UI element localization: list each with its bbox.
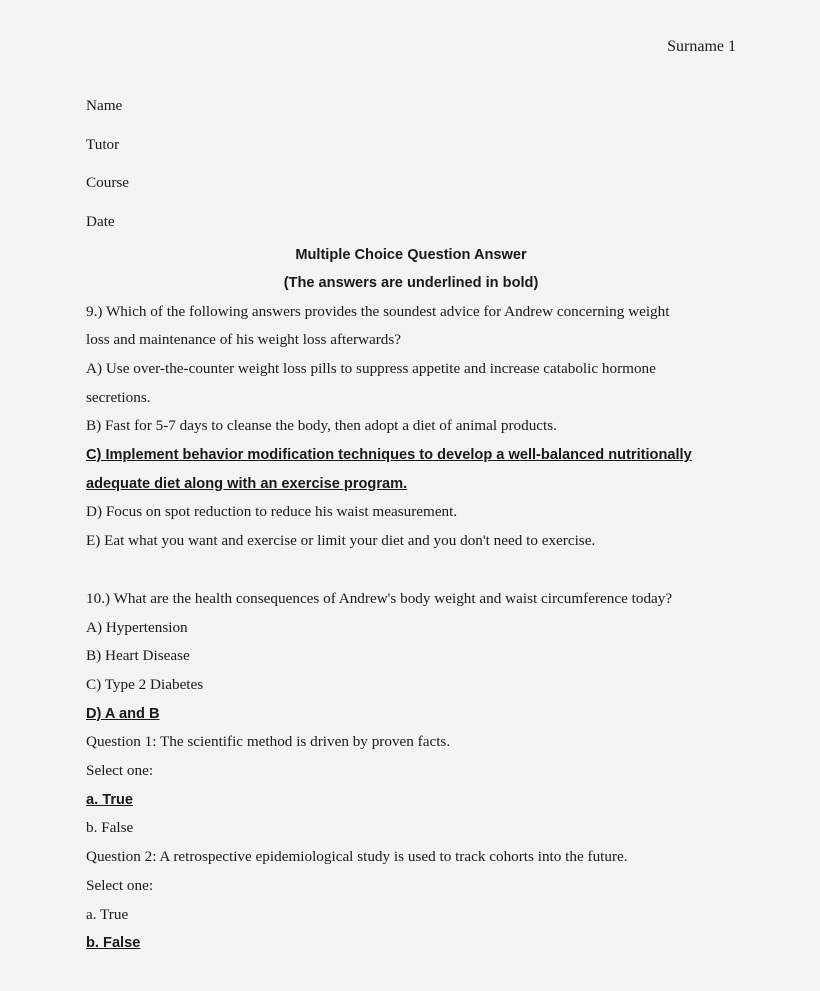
q9-option-a-line-1: A) Use over-the-counter weight loss pills to suppress appetite and increase catabolic hormone — [86, 359, 656, 377]
document-title: Multiple Choice Question Answer — [295, 246, 527, 263]
question1-option-b: b. False — [86, 819, 134, 837]
q10-option-d-correct: D) A and B — [86, 705, 160, 722]
question-2 — [86, 843, 736, 958]
tutor-line: Tutor — [86, 135, 120, 153]
question1-text: Question 1: The scientific method is driven by proven facts. — [86, 733, 451, 751]
q10-option-b: B) Heart Disease — [86, 647, 190, 665]
q10-question: 10.) What are the health consequences of Andrew's body weight and waist circumference today? — [86, 589, 673, 607]
course-line: Course — [86, 174, 130, 191]
question2-select-prompt: Select one: — [86, 876, 154, 894]
q9-option-c-correct-line-2: adequate diet along with an exercise program. — [86, 475, 408, 492]
paragraph-gap — [86, 556, 736, 585]
question-9 — [86, 298, 736, 556]
question1-option-a-correct: a. True — [86, 791, 134, 808]
q9-option-e: E) Eat what you want and exercise or limit your diet and you don't need to exercise. — [86, 532, 596, 550]
q10-option-a: A) Hypertension — [86, 618, 188, 636]
question2-text: Question 2: A retrospective epidemiological study is used to track cohorts into the future. — [86, 848, 628, 866]
q9-option-a-line-2: secretions. — [86, 388, 151, 406]
q9-question-line-2: loss and maintenance of his weight loss afterwards? — [86, 331, 402, 349]
q9-option-d: D) Focus on spot reduction to reduce his waist measurement. — [86, 503, 458, 521]
document-subtitle: (The answers are underlined in bold) — [283, 275, 539, 291]
document-body — [86, 87, 736, 958]
question2-option-b-correct: b. False — [86, 935, 141, 952]
date-line: Date — [86, 212, 115, 230]
question-1 — [86, 728, 736, 843]
q9-option-b: B) Fast for 5-7 days to cleanse the body, then adopt a diet of animal products. — [86, 417, 557, 435]
page-header-surname: Surname 1 — [667, 38, 736, 55]
question-10 — [86, 585, 736, 729]
q9-option-c-correct-line-1: C) Implement behavior modification techniques to develop a well-balanced nutritionally — [86, 447, 692, 464]
question1-select-prompt: Select one: — [86, 762, 154, 780]
q9-question-line-1: 9.) Which of the following answers provides the soundest advice for Andrew concerning weight — [86, 302, 670, 320]
question2-option-a: a. True — [86, 905, 129, 923]
student-info-block — [86, 87, 736, 241]
name-line: Name — [86, 97, 123, 114]
q10-option-c: C) Type 2 Diabetes — [86, 675, 204, 693]
